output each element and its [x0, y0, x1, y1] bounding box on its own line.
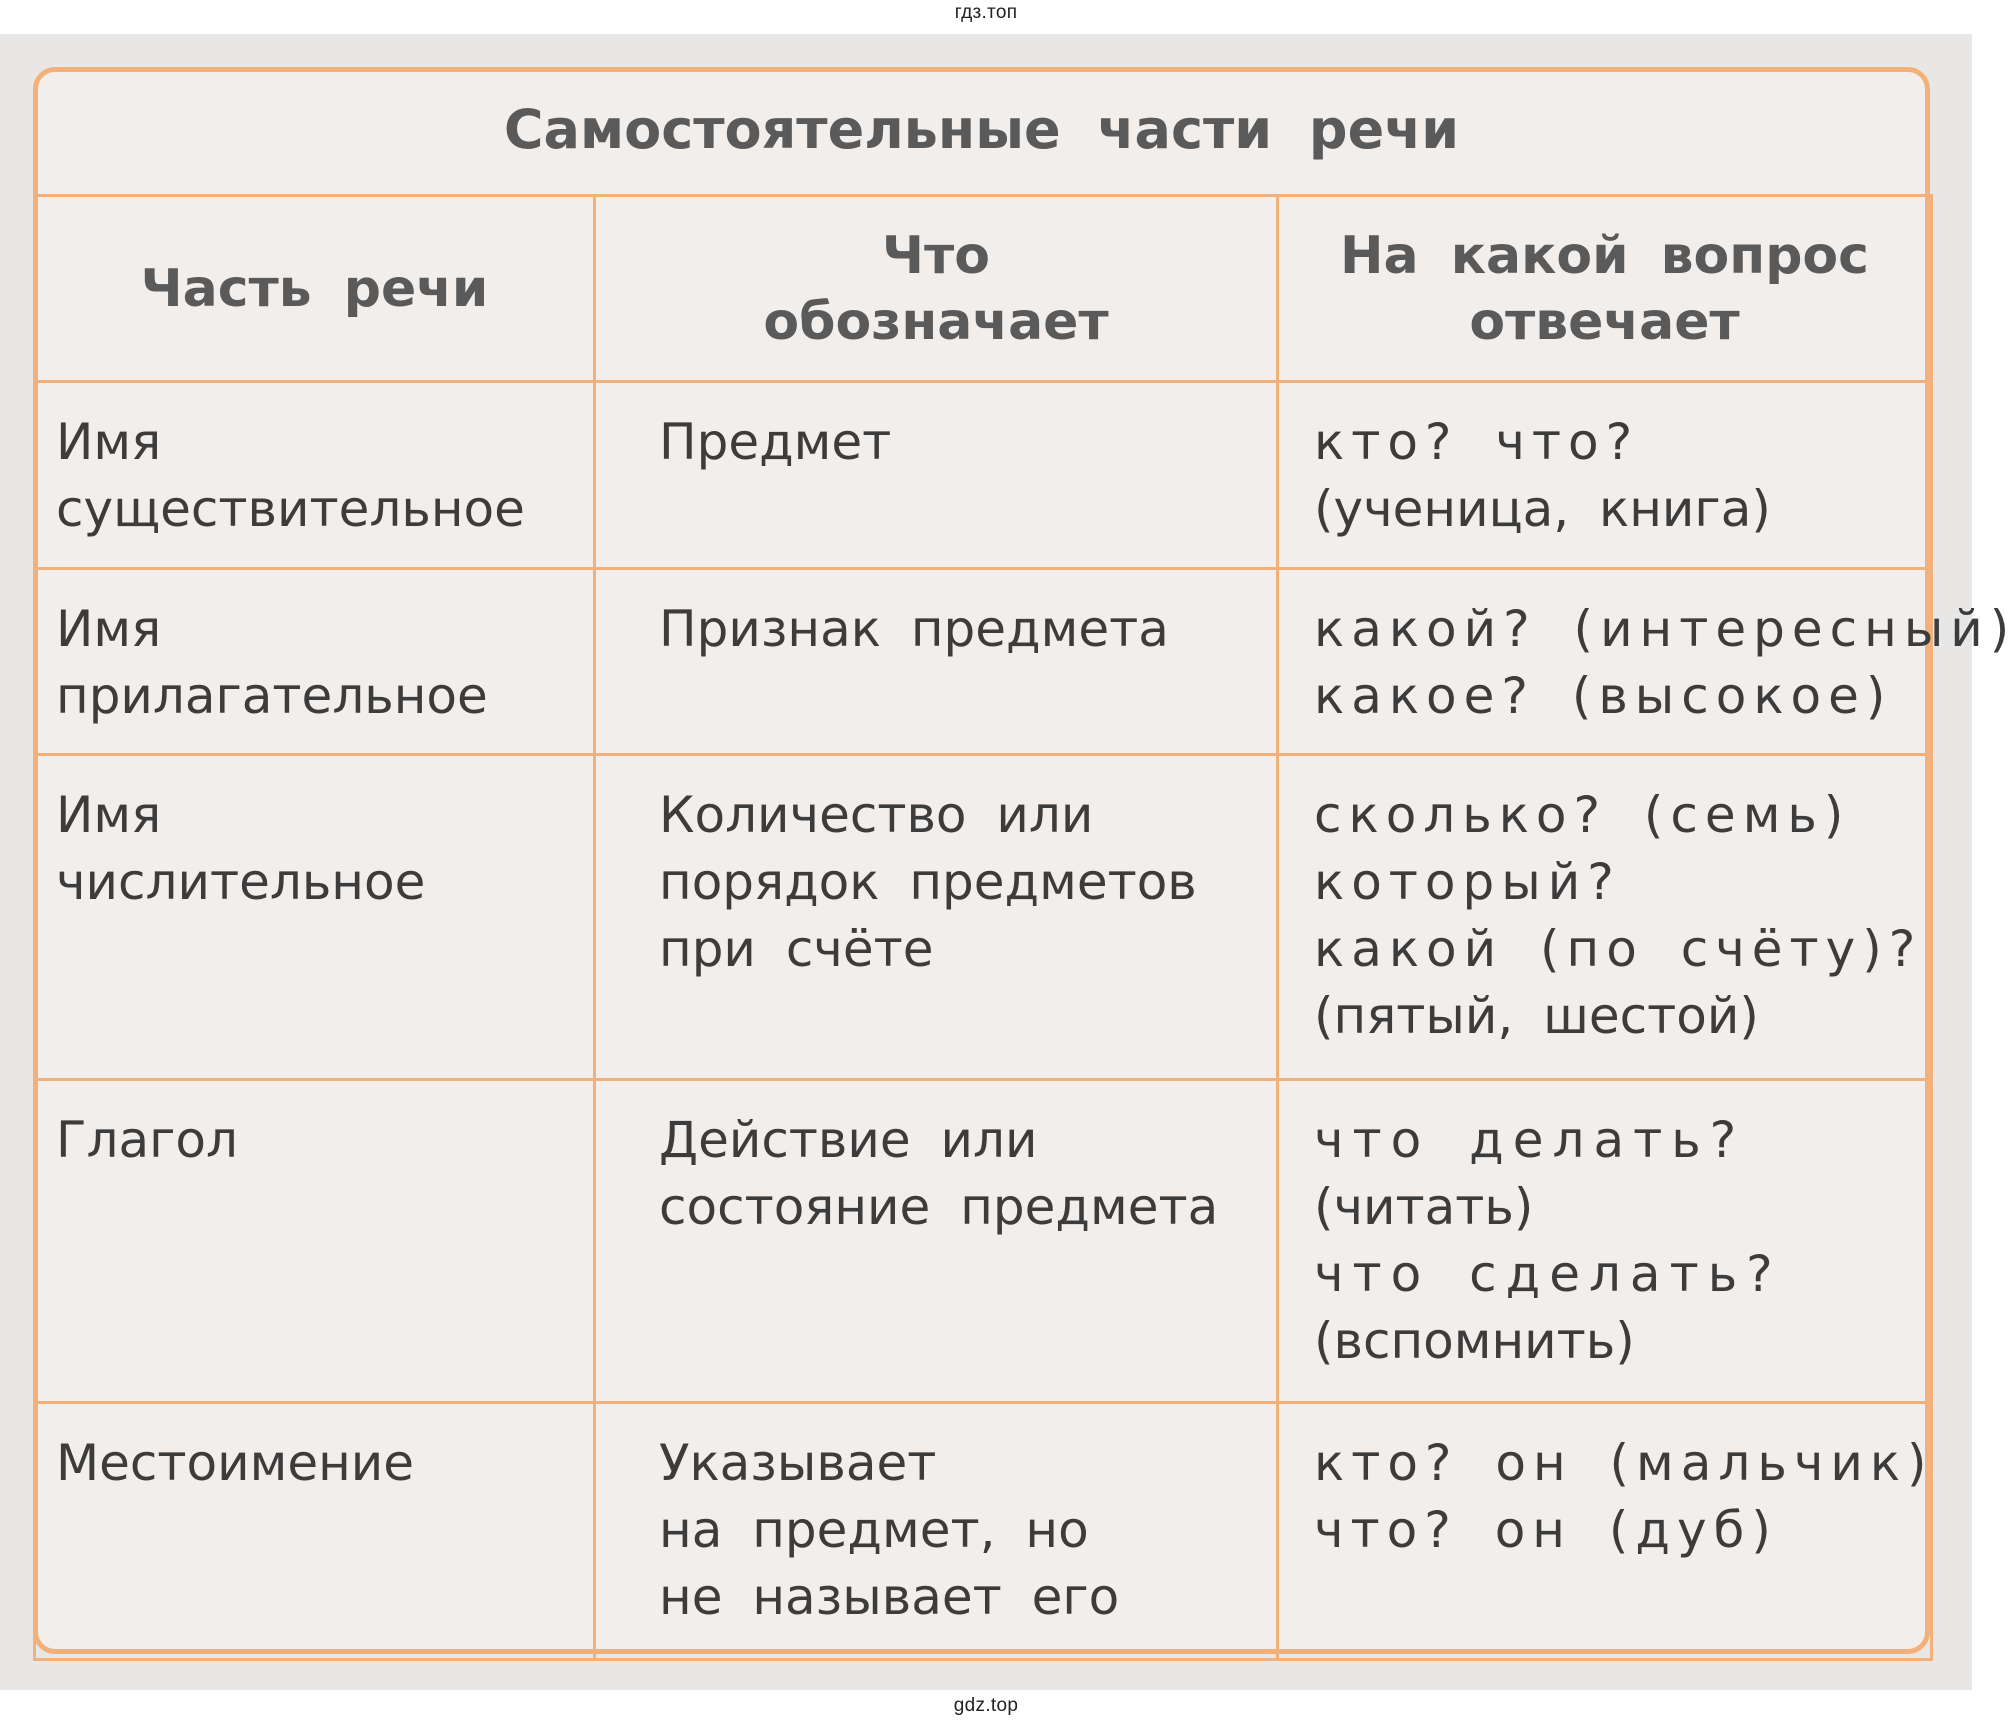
watermark-top: гдз.топ — [954, 2, 1018, 23]
cell-line: какой (по счёту)? — [1314, 920, 1923, 978]
cell-line: какое? (высокое) — [1314, 667, 1893, 725]
cell-line: числительное — [56, 853, 426, 911]
cell-line: Количество или — [659, 786, 1094, 844]
cell-line: Глагол — [56, 1111, 238, 1169]
watermark-bottom: gdz.top — [953, 1695, 1019, 1716]
parts-of-speech-table — [33, 194, 2016, 1661]
cell-line: не называет его — [659, 1568, 1120, 1626]
cell-line: порядок предметов — [659, 853, 1197, 911]
cell-line: сколько? (семь) — [1314, 786, 1851, 844]
cell-meaning — [595, 1403, 1278, 1660]
header-line: На какой вопрос — [1340, 225, 1869, 286]
cell-line: который? — [1314, 853, 1621, 911]
cell-line: (вспомнить) — [1314, 1312, 1635, 1370]
cell-line: Действие или — [659, 1111, 1038, 1169]
table-row — [35, 1403, 1932, 1660]
cell-line: Предмет — [659, 413, 892, 471]
header-line: отвечает — [1469, 291, 1740, 352]
cell-part — [35, 1080, 595, 1403]
cell-line: Признак предмета — [659, 600, 1169, 658]
cell-meaning — [595, 1080, 1278, 1403]
cell-line: Имя — [56, 600, 162, 658]
cell-line: что? он (дуб) — [1314, 1501, 1778, 1559]
scanned-page — [0, 34, 2016, 1690]
cell-line: кто? что? — [1314, 413, 1640, 471]
cell-meaning — [595, 755, 1278, 1080]
cell-part — [35, 382, 595, 569]
cell-questions — [1278, 1080, 1932, 1403]
cell-line: существительное — [56, 480, 525, 538]
cell-line: кто? он (мальчик) — [1314, 1434, 1934, 1492]
cell-line: какой? (интересный) — [1314, 600, 2016, 658]
header-part-of-speech — [35, 196, 595, 382]
parts-of-speech-panel — [33, 67, 2016, 1654]
cell-line: (ученица, книга) — [1314, 480, 1771, 538]
table-row — [35, 569, 1932, 755]
cell-line: (пятый, шестой) — [1314, 987, 1759, 1045]
cell-line: при счёте — [659, 920, 934, 978]
table-row — [35, 1080, 1932, 1403]
cell-line: на предмет, но — [659, 1501, 1089, 1559]
cell-line: что делать? — [1314, 1111, 1746, 1169]
cell-questions — [1278, 382, 1932, 569]
cell-part — [35, 755, 595, 1080]
cell-part — [35, 1403, 595, 1660]
header-question — [1278, 196, 1932, 382]
cell-meaning — [595, 382, 1278, 569]
header-line: Часть речи — [140, 258, 489, 319]
cell-questions — [1278, 569, 2016, 755]
cell-line: прилагательное — [56, 667, 488, 725]
header-meaning — [595, 196, 1278, 382]
cell-questions — [1278, 1403, 1932, 1660]
cell-line: что сделать? — [1314, 1245, 1782, 1303]
cell-line: Указывает — [659, 1434, 937, 1492]
cell-line: состояние предмета — [659, 1178, 1219, 1236]
cell-line: Имя — [56, 786, 162, 844]
cell-line: (читать) — [1314, 1178, 1534, 1236]
table-row — [35, 382, 1932, 569]
cell-questions — [1278, 755, 1932, 1080]
cell-part — [35, 569, 595, 755]
header-line: обозначает — [763, 291, 1109, 352]
cell-line: Имя — [56, 413, 162, 471]
table-row — [35, 755, 1932, 1080]
header-row — [35, 196, 1932, 382]
table-title: Самостоятельные части речи — [503, 98, 1460, 161]
header-line: Что — [882, 225, 990, 286]
cell-meaning — [595, 569, 1278, 755]
cell-line: Местоимение — [56, 1434, 415, 1492]
